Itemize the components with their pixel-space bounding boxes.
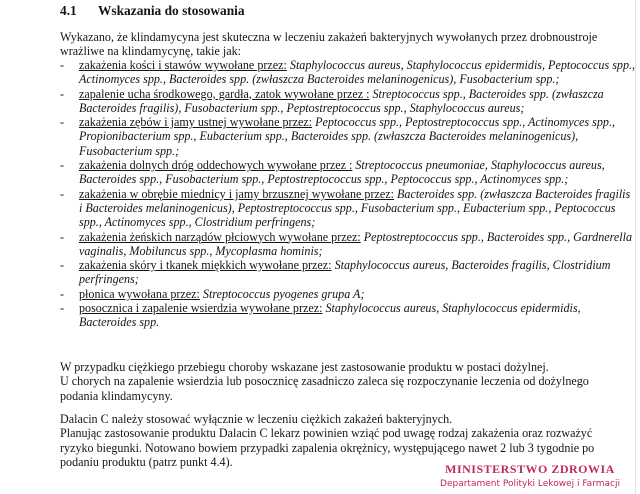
item-lead: zapalenie ucha środkowego, gardła, zatok wywołane przez : — [79, 86, 370, 101]
list-dash: - — [60, 186, 65, 201]
list-dash: - — [60, 301, 65, 316]
list-item — [60, 258, 636, 287]
list-dash: - — [60, 286, 65, 301]
list-dash: - — [60, 58, 65, 72]
paragraph-line: U chorych na zapalenie wsierdzia lub posocznicę zasadniczo zaleca się rozpoczynanie leczenia od dożylnego podania klindamycyny. — [60, 374, 589, 403]
item-lead: płonica wywołana przez: — [79, 286, 200, 301]
item-body: Staphylococcus aureus, Staphylococcus epidermidis, Bacteroides spp. — [79, 301, 581, 330]
item-body: Staphylococcus aureus, Staphylococcus epidermidis, Peptococcus spp., Actinomyces spp., Bacteroides spp. (zwłaszcza Bacteroides melaninogenicus), Fusobacterium spp.; — [79, 58, 636, 87]
paragraph-line: W przypadku ciężkiego przebiegu choroby wskazane jest zastosowanie produktu w postaci dożylnej. — [60, 360, 549, 374]
paragraph-line: Dalacin C należy stosować wyłącznie w leczeniu ciężkich zakażeń bakteryjnych. — [60, 412, 453, 426]
list-item — [60, 187, 636, 230]
dalacin-paragraph — [60, 412, 620, 470]
stamp-title: MINISTERSTWO ZDROWIA — [445, 462, 615, 476]
list-item — [60, 287, 636, 301]
paragraph-line: Planując zastosowanie produktu Dalacin C lekarz powinien wziąć pod uwagę rodzaj zakażenia oraz rozważyć ryzyko biegunki. Notowano bowiem przypadki zapalenia okrężnicy, występującego nawet 2 lub 3 tygodnie po podaniu produktu (patrz punkt 4.4). — [60, 426, 595, 470]
list-item — [60, 87, 636, 116]
item-body: Streptococcus pneumoniae, Staphylococcus aureus, Bacteroides spp., Fusobacterium spp., Peptostreptococcus spp., Peptococcus spp., Actinomyces spp.; — [79, 158, 605, 187]
list-dash: - — [60, 229, 65, 244]
severe-course-paragraph — [60, 360, 620, 403]
scan-edge-line — [635, 0, 636, 494]
list-item — [60, 115, 636, 158]
section-heading — [60, 3, 245, 19]
item-body: Streptococcus spp., Bacteroides spp. (zwłaszcza Bacteroides fragilis), Fusobacterium spp., Peptostreptococcus spp., Staphylococcus aureus; — [79, 86, 604, 115]
list-dash: - — [60, 258, 65, 273]
item-lead: zakażenia żeńskich narządów płciowych wywołane przez: — [79, 229, 361, 244]
intro-paragraph: Wykazano, że klindamycyna jest skuteczna w leczeniu zakażeń bakteryjnych wywołanych przez drobnoustroje wrażliwe na klindamycynę, takie jak: — [60, 30, 598, 59]
list-dash: - — [60, 115, 65, 130]
item-lead: zakażenia zębów i jamy ustnej wywołane przez: — [79, 115, 313, 130]
stamp-department: Departament Polityki Lekowej i Farmacji — [440, 479, 620, 489]
list-item — [60, 158, 636, 187]
item-body: Peptostreptococcus spp., Bacteroides spp., Gardnerella vaginalis, Mobiluncus spp., Mycoplasma hominis; — [79, 229, 633, 258]
item-body: Streptococcus pyogenes grupa A; — [202, 286, 365, 301]
item-body: Bacteroides spp. (zwłaszcza Bacteroides fragilis i Bacteroides melaninogenicus), Peptostreptococcus spp., Fusobacterium spp., Eubacterium spp., Peptococcus spp., Actinomyces spp., Clostridium perfringens; — [79, 186, 631, 230]
item-lead: posocznica i zapalenie wsierdzia wywołane przez: — [79, 301, 323, 316]
list-item — [60, 58, 636, 87]
list-item — [60, 230, 636, 259]
list-dash: - — [60, 158, 65, 173]
section-title: Wskazania do stosowania — [98, 3, 245, 18]
item-lead: zakażenia kości i stawów wywołane przez: — [79, 58, 287, 72]
item-lead: zakażenia w obrębie miednicy i jamy brzusznej wywołane przez: — [79, 186, 394, 201]
item-body: Staphylococcus aureus, Bacteroides fragilis, Clostridium perfringens; — [79, 258, 611, 287]
indications-list — [60, 58, 636, 330]
ministry-stamp — [420, 462, 640, 489]
section-number: 4.1 — [60, 3, 77, 18]
list-item — [60, 301, 636, 330]
list-dash: - — [60, 86, 65, 101]
item-body: Peptococcus spp., Peptostreptococcus spp., Actinomyces spp., Propionibacterium spp., Eubacterium spp., Bacteroides spp. (zwłaszcza Bacteroides melaninogenicus), Fusobacterium spp.; — [79, 115, 616, 158]
item-lead: zakażenia dolnych dróg oddechowych wywołane przez : — [79, 158, 353, 173]
item-lead: zakażenia skóry i tkanek miękkich wywołane przez: — [79, 258, 332, 273]
